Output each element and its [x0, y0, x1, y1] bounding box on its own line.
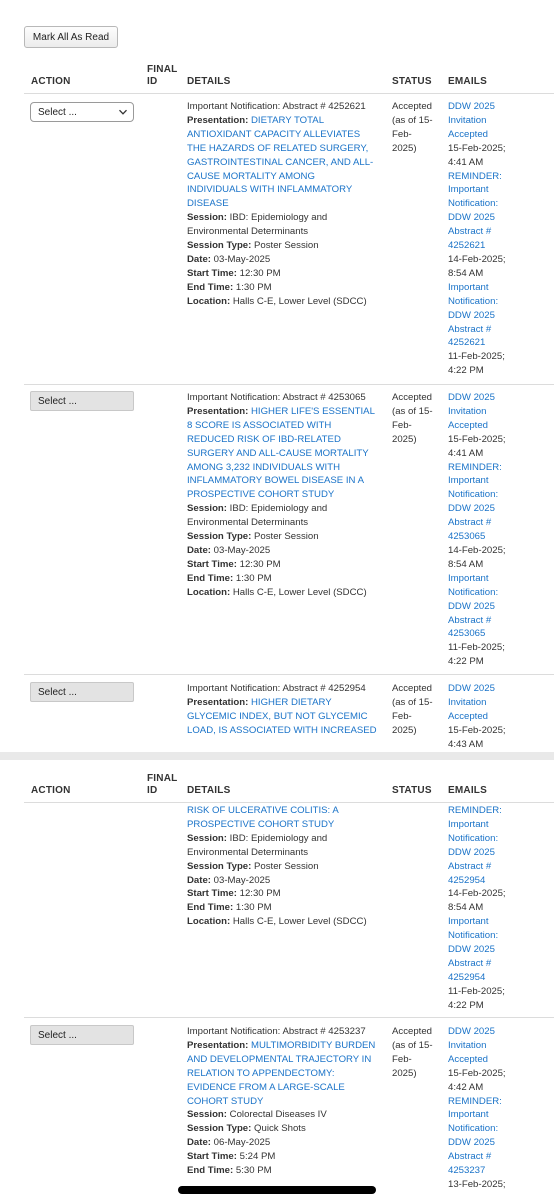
header-status: STATUS	[392, 76, 432, 87]
action-select[interactable]: Select ...	[30, 1025, 134, 1045]
email-timestamp: 14-Feb-2025;	[448, 888, 506, 900]
email-link[interactable]: REMINDER:	[448, 170, 502, 182]
session-date: 03-May-2025	[213, 874, 271, 886]
presentation-title-link[interactable]: AMONG 3,232 INDIVIDUALS WITH	[187, 461, 340, 473]
session-type: Poster Session	[254, 860, 319, 872]
email-link[interactable]: Important	[448, 916, 489, 928]
row-details: Important Notification: Abstract # 4253065 Presentation: HIGHER LIFE'S ESSENTIAL 8 SCORE IS ASSOCIATED WITH REDUCED RISK OF IBD-RELATED SURGERY AND ALL-CAUSE MORTALITY AMONG 3,232 INDIVIDUALS WITH INFLAMMATORY BOWEL DISEASE IN A PROSPECTIVE COHORT STUDY Session: IBD: Epidemiology and Environmental Determinants Session Type: Poster Session Date: 03-May-2025 Start Time: 12:30 PM End Time: 1:30 PM Location: Halls C-E, Lower Level (SDCC)	[187, 391, 387, 600]
email-link[interactable]: DDW 2025	[448, 600, 495, 612]
session-type: Poster Session	[254, 531, 319, 543]
presentation-title-link[interactable]: REDUCED RISK OF IBD-RELATED	[187, 433, 341, 445]
presentation-title-link[interactable]: GLYCEMIC INDEX, BUT NOT GLYCEMIC	[187, 710, 368, 722]
presentation-title-link[interactable]: PROSPECTIVE COHORT STUDY	[187, 489, 335, 501]
email-link[interactable]: DDW 2025	[448, 1026, 495, 1037]
screenshot-panel-bottom	[0, 760, 554, 1200]
row-status: Accepted (as of 15- Feb- 2025)	[392, 392, 433, 445]
start-time: 5:24 PM	[239, 1151, 276, 1163]
session-name: IBD: Epidemiology and	[229, 832, 328, 844]
presentation-title-link[interactable]: PROSPECTIVE COHORT STUDY	[187, 818, 335, 830]
start-time: 12:30 PM	[239, 888, 281, 900]
email-timestamp: 4:41 AM	[448, 156, 484, 168]
email-timestamp: 8:54 AM	[448, 558, 484, 570]
email-link[interactable]: DDW 2025	[448, 309, 495, 321]
notification-subject: Important Notification: Abstract # 4252621	[187, 101, 366, 112]
row-details: Important Notification: Abstract # 4252621 Presentation: DIETARY TOTAL ANTIOXIDANT CAPACITY ALLEVIATES THE HAZARDS OF RELATED SURGERY, GASTROINTESTINAL CANCER, AND ALL- CAUSE MORTALITY AMONG INDIVIDUALS WITH INFLAMMATORY DISEASE Session: IBD: Epidemiology and Environmental Determinants Session Type: Poster Session Date: 03-May-2025 Start Time: 12:30 PM End Time: 1:30 PM Location: Halls C-E, Lower Level (SDCC)	[187, 100, 387, 309]
email-link[interactable]: Abstract #	[448, 860, 492, 872]
notification-subject: Important Notification: Abstract # 4252954	[187, 683, 366, 694]
home-indicator[interactable]	[178, 1186, 376, 1194]
email-link[interactable]: Important	[448, 572, 489, 584]
start-time: 12:30 PM	[239, 267, 281, 279]
email-timestamp: 4:42 AM	[448, 1081, 484, 1093]
presentation-title-link[interactable]: LOAD, IS ASSOCIATED WITH INCREASED	[187, 724, 377, 736]
header-final-id: FINAL ID	[147, 773, 178, 796]
presentation-title-link[interactable]: HIGHER DIETARY	[250, 696, 332, 708]
email-timestamp: 4:41 AM	[448, 447, 484, 459]
row-emails	[448, 100, 540, 378]
chevron-down-icon	[118, 107, 128, 117]
presentation-title-link[interactable]: DIETARY TOTAL	[250, 114, 325, 126]
presentation-title-link[interactable]: HIGHER LIFE'S ESSENTIAL	[250, 405, 375, 417]
email-link[interactable]: DDW 2025	[448, 503, 495, 515]
location: Halls C-E, Lower Level (SDCC)	[232, 295, 367, 307]
email-timestamp: 14-Feb-2025;	[448, 253, 506, 265]
row-status: Accepted (as of 15- Feb- 2025)	[392, 1026, 433, 1079]
header-action: ACTION	[31, 785, 71, 796]
email-link[interactable]: Abstract #	[448, 323, 492, 335]
header-status: STATUS	[392, 785, 432, 796]
end-time: 1:30 PM	[235, 902, 272, 914]
session-name: IBD: Epidemiology and	[229, 212, 328, 224]
session-name: Colorectal Diseases IV	[229, 1109, 327, 1121]
presentation-title-link[interactable]: AND DEVELOPMENTAL TRAJECTORY IN	[187, 1053, 372, 1065]
email-link[interactable]: 4253065	[448, 531, 486, 543]
email-link[interactable]: 4253237	[448, 1165, 486, 1177]
header-details: DETAILS	[187, 785, 231, 796]
presentation-title-link[interactable]: INDIVIDUALS WITH INFLAMMATORY	[187, 184, 353, 196]
screenshot-divider	[0, 752, 554, 760]
email-link[interactable]: Abstract #	[448, 226, 492, 238]
email-timestamp: 15-Feb-2025;	[448, 142, 506, 154]
header-action: ACTION	[31, 76, 71, 87]
session-name: IBD: Epidemiology and	[229, 503, 328, 515]
presentation-title-link[interactable]: DISEASE	[187, 198, 229, 210]
session-name: Environmental Determinants	[187, 846, 309, 858]
email-link[interactable]: Accepted	[448, 128, 489, 140]
presentation-title-link[interactable]: INFLAMMATORY BOWEL DISEASE IN A	[187, 475, 364, 487]
row-emails	[448, 682, 540, 752]
email-link[interactable]: Abstract #	[448, 957, 492, 969]
email-link[interactable]: Notification:	[448, 295, 499, 307]
presentation-title-link[interactable]: EVIDENCE FROM A LARGE-SCALE	[187, 1081, 345, 1093]
row-status: Accepted (as of 15- Feb- 2025)	[392, 683, 433, 736]
email-link[interactable]: DDW 2025	[448, 944, 495, 956]
email-timestamp: 4:22 PM	[448, 365, 484, 377]
row-status: Accepted (as of 15- Feb- 2025)	[392, 101, 433, 154]
notification-subject: Important Notification: Abstract # 4253237	[187, 1026, 366, 1037]
email-timestamp: 4:22 PM	[448, 999, 484, 1011]
session-date: 03-May-2025	[213, 544, 271, 556]
email-link[interactable]: REMINDER:	[448, 461, 502, 473]
header-final-id: FINAL ID	[147, 64, 178, 87]
email-timestamp: 8:54 AM	[448, 902, 484, 914]
email-timestamp: 15-Feb-2025;	[448, 724, 506, 736]
session-type: Poster Session	[254, 240, 319, 252]
header-emails: EMAILS	[448, 76, 487, 87]
end-time: 1:30 PM	[235, 281, 272, 293]
row-details: RISK OF ULCERATIVE COLITIS: A PROSPECTIVE COHORT STUDY Session: IBD: Epidemiology and Environmental Determinants Session Type: Poster Session Date: 03-May-2025 Start Time: 12:30 PM End Time: 1:30 PM Location: Halls C-E, Lower Level (SDCC)	[187, 804, 387, 929]
email-link[interactable]: Abstract #	[448, 614, 492, 626]
email-link[interactable]: Notification:	[448, 832, 499, 844]
email-link[interactable]: DDW 2025	[448, 212, 495, 224]
mark-all-as-read-button[interactable]: Mark All As Read	[24, 26, 118, 48]
session-date: 03-May-2025	[213, 253, 271, 265]
row-divider	[24, 1017, 554, 1018]
presentation-title-link[interactable]: SURGERY AND ALL-CAUSE MORTALITY	[187, 447, 369, 459]
table-header	[24, 61, 554, 94]
end-time: 1:30 PM	[235, 572, 272, 584]
email-timestamp: 8:54 AM	[448, 267, 484, 279]
presentation-title-link[interactable]: CAUSE MORTALITY AMONG	[187, 170, 315, 182]
location: Halls C-E, Lower Level (SDCC)	[232, 916, 367, 928]
email-link[interactable]: 4252954	[448, 971, 486, 983]
email-link[interactable]: DDW 2025	[448, 392, 495, 403]
start-time: 12:30 PM	[239, 558, 281, 570]
email-link[interactable]: Invitation	[448, 114, 487, 126]
session-name: Environmental Determinants	[187, 517, 309, 529]
email-link[interactable]: Important	[448, 475, 489, 487]
email-link[interactable]: Abstract #	[448, 1151, 492, 1163]
email-timestamp: 13-Feb-2025;	[448, 1178, 506, 1190]
email-link[interactable]: Notification:	[448, 489, 499, 501]
email-link[interactable]: Important	[448, 818, 489, 830]
email-timestamp: 4:43 AM	[448, 738, 484, 750]
presentation-title-link[interactable]: MULTIMORBIDITY BURDEN	[250, 1039, 376, 1051]
email-link[interactable]: REMINDER:	[448, 1095, 502, 1107]
row-emails	[448, 391, 540, 669]
row-divider	[24, 384, 554, 385]
presentation-title-link[interactable]: ANTIOXIDANT CAPACITY ALLEVIATES	[187, 128, 361, 140]
email-timestamp: 11-Feb-2025;	[448, 642, 505, 654]
row-divider	[24, 674, 554, 675]
presentation-title-link[interactable]: GASTROINTESTINAL CANCER, AND ALL-	[187, 156, 374, 168]
action-select[interactable]: Select ...	[30, 102, 134, 122]
action-select[interactable]: Select ...	[30, 682, 134, 702]
email-link[interactable]: Notification:	[448, 1123, 499, 1135]
action-select[interactable]: Select ...	[30, 391, 134, 411]
email-link[interactable]: Important	[448, 1109, 489, 1121]
email-timestamp: 15-Feb-2025;	[448, 1067, 506, 1079]
email-link[interactable]: Important	[448, 184, 489, 196]
email-link[interactable]: Invitation	[448, 1039, 487, 1051]
end-time: 5:30 PM	[235, 1165, 272, 1177]
session-name: Environmental Determinants	[187, 226, 309, 238]
email-timestamp: 14-Feb-2025;	[448, 544, 506, 556]
email-link[interactable]: DDW 2025	[448, 683, 495, 694]
presentation-title-link[interactable]: RISK OF ULCERATIVE COLITIS: A	[187, 805, 339, 816]
row-emails	[448, 804, 540, 1013]
email-link[interactable]: Important	[448, 281, 489, 293]
email-link[interactable]: DDW 2025	[448, 101, 495, 112]
email-link[interactable]: Accepted	[448, 419, 489, 431]
email-link[interactable]: Notification:	[448, 586, 499, 598]
email-link[interactable]: Accepted	[448, 710, 489, 722]
location: Halls C-E, Lower Level (SDCC)	[232, 586, 367, 598]
table-header	[24, 770, 554, 803]
email-link[interactable]: DDW 2025	[448, 846, 495, 858]
email-timestamp: 15-Feb-2025;	[448, 433, 506, 445]
notification-subject: Important Notification: Abstract # 4253065	[187, 392, 366, 403]
email-link[interactable]: DDW 2025	[448, 1137, 495, 1149]
email-link[interactable]: Invitation	[448, 405, 487, 417]
email-timestamp: 11-Feb-2025;	[448, 351, 505, 363]
session-type: Quick Shots	[254, 1123, 306, 1135]
email-link[interactable]: 4252954	[448, 874, 486, 886]
email-link[interactable]: 4253065	[448, 628, 486, 640]
presentation-title-link[interactable]: 8 SCORE IS ASSOCIATED WITH	[187, 419, 332, 431]
row-emails	[448, 1025, 540, 1192]
email-link[interactable]: 4252621	[448, 337, 486, 349]
presentation-title-link[interactable]: COHORT STUDY	[187, 1095, 264, 1107]
email-link[interactable]: 4252621	[448, 240, 486, 252]
presentation-title-link[interactable]: RELATION TO APPENDECTOMY:	[187, 1067, 335, 1079]
email-link[interactable]: Invitation	[448, 696, 487, 708]
email-link[interactable]: REMINDER:	[448, 805, 502, 816]
row-details: Important Notification: Abstract # 4253237 Presentation: MULTIMORBIDITY BURDEN AND DEVELOPMENTAL TRAJECTORY IN RELATION TO APPENDECTOMY: EVIDENCE FROM A LARGE-SCALE COHORT STUDY Session: Colorectal Diseases IV Session Type: Quick Shots Date: 06-May-2025 Start Time: 5:24 PM End Time: 5:30 PM	[187, 1025, 387, 1178]
email-timestamp: 4:22 PM	[448, 656, 484, 668]
email-link[interactable]: Notification:	[448, 198, 499, 210]
email-link[interactable]: Abstract #	[448, 517, 492, 529]
email-timestamp: 11-Feb-2025;	[448, 985, 505, 997]
header-details: DETAILS	[187, 76, 231, 87]
email-link[interactable]: Notification:	[448, 930, 499, 942]
session-date: 06-May-2025	[213, 1137, 271, 1149]
header-emails: EMAILS	[448, 785, 487, 796]
row-details: Important Notification: Abstract # 4252954 Presentation: HIGHER DIETARY GLYCEMIC INDEX, BUT NOT GLYCEMIC LOAD, IS ASSOCIATED WITH INCREASED	[187, 682, 387, 738]
email-link[interactable]: Accepted	[448, 1053, 489, 1065]
presentation-title-link[interactable]: THE HAZARDS OF RELATED SURGERY,	[187, 142, 369, 154]
